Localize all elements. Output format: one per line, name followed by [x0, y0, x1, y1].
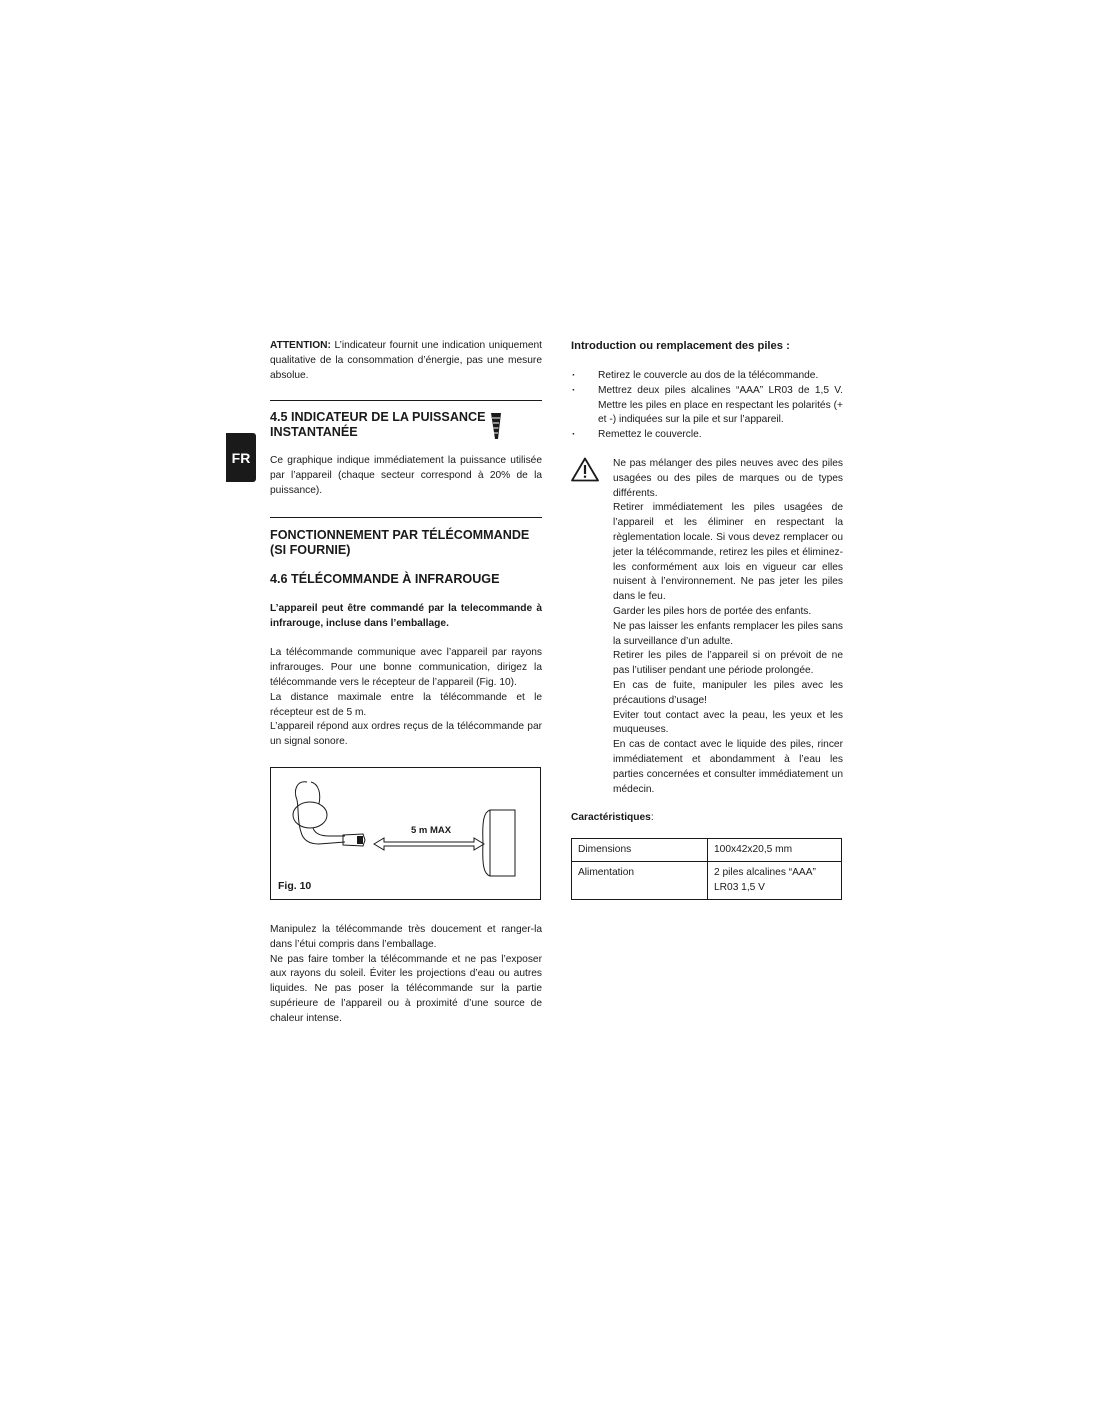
attention-label: ATTENTION:	[270, 340, 331, 351]
divider	[270, 400, 542, 401]
section-4-6-title: 4.6 TÉLÉCOMMANDE À INFRAROUGE	[270, 571, 500, 586]
section-4-6-paragraph-1: La télécommande communique avec l’appareil par rayons infrarouges. Pour une bonne communication, dirigez la télécommande vers le récepteur de l’appareil (Fig. 10).	[270, 647, 542, 688]
left-column	[270, 339, 542, 1027]
battery-section-title: Introduction ou remplacement des piles :	[571, 340, 790, 352]
table-row	[572, 861, 842, 899]
warning-text: En cas de contact avec le liquide des piles, rincer immédiatement et abondamment à l’eau les parties concernées et consulter immédiatement un médecin.	[613, 739, 843, 795]
section-4-5-title-line1: 4.5 INDICATEUR DE LA PUISSANCE	[270, 410, 486, 425]
list-item: · Remettez le couvercle.	[571, 428, 843, 443]
specs-title: Caractéristiques	[571, 812, 651, 824]
figure-caption: Fig. 10	[278, 880, 312, 893]
right-column	[571, 339, 843, 900]
spec-value: 2 piles alcalines “AAA” LR03 1,5 V	[708, 861, 842, 899]
section-4-5-heading	[270, 410, 542, 440]
attention-paragraph	[270, 339, 542, 383]
spec-key: Dimensions	[572, 839, 708, 862]
section-4-5-title-line2: INSTANTANÉE	[270, 425, 358, 440]
list-item: · Retirez le couvercle au dos de la télécommande.	[571, 369, 843, 384]
language-tab: FR	[226, 433, 256, 482]
warning-text: Ne pas laisser les enfants remplacer les piles sans la surveillance d’un adulte.	[613, 620, 843, 647]
spec-key: Alimentation	[572, 861, 708, 899]
figure-10	[270, 767, 541, 900]
remote-title-line2: (SI FOURNIE)	[270, 542, 351, 557]
section-4-6-paragraph-3: L’appareil répond aux ordres reçus de la télécommande par un signal sonore.	[270, 721, 542, 748]
specs-colon: :	[650, 812, 654, 824]
section-4-6-paragraph-2: La distance maximale entre la télécommande et le récepteur est de 5 m.	[270, 691, 542, 718]
warning-text: Ne pas mélanger des piles neuves avec des piles usagées ou des piles de marques ou de types différents.	[613, 457, 843, 499]
divider	[270, 517, 542, 518]
warning-text: En cas de fuite, manipuler les piles avec les précautions d’usage!	[613, 679, 843, 706]
list-item: · Mettrez deux piles alcalines “AAA” LR03 de 1,5 V. Mettre les piles en place en respectant les polarités (+ et -) indiquées sur la pile et sur l’appareil.	[571, 384, 843, 428]
power-bar-icon	[490, 412, 502, 446]
warning-text: Retirer les piles de l’appareil si on prévoit de ne pas l’utiliser pendant une période prolongée.	[613, 650, 843, 677]
warning-text: Retirer immédiatement les piles usagées de l’appareil et les éliminer en respectant la règlementation locale. Si vous devez remplacer ou jeter la télécommande, retirez les piles et éliminez-les conformément aux lois en vigueur car elles nuisent à l’environnement. Ne pas jeter les piles dans le feu.	[613, 502, 843, 603]
battery-warning-block	[571, 457, 843, 797]
care-paragraph-2: Ne pas faire tomber la télécommande et ne pas l’exposer aux rayons du soleil. Éviter les projections d’eau ou autres liquides. Ne pas poser la télécommande sur la partie supérieure de l’appareil ou à proximité d’une source de chaleur intense.	[270, 953, 542, 1024]
spec-value: 100x42x20,5 mm	[708, 839, 842, 862]
section-4-5-text: Ce graphique indique immédiatement la puissance utilisée par l’appareil (chaque secteur correspond à 20% de la puissance).	[270, 455, 542, 496]
specs-heading	[571, 811, 843, 826]
warning-text: Eviter tout contact avec la peau, les yeux et les muqueuses.	[613, 709, 843, 736]
remote-section-title	[270, 528, 542, 558]
warning-triangle-icon	[571, 457, 599, 488]
warning-text: Garder les piles hors de portée des enfants.	[613, 605, 812, 617]
remote-title-line1: FONCTIONNEMENT PAR TÉLÉCOMMANDE	[270, 527, 530, 542]
care-paragraph-1: Manipulez la télécommande très doucement et ranger-la dans l’étui compris dans l’emballage.	[270, 923, 542, 950]
specs-table	[571, 838, 842, 899]
attention-text: L’indicateur fournit une indication uniquement qualitative de la consommation d’énergie, pas une mesure absolue.	[270, 340, 542, 381]
battery-steps-list	[571, 369, 843, 443]
remote-distance-illustration	[271, 768, 540, 899]
section-4-6-bold-intro: L’appareil peut être commandé par la telecommande à infrarouge, incluse dans l’emballage.	[270, 602, 542, 629]
figure-distance-label: 5 m MAX	[411, 824, 452, 836]
table-row	[572, 839, 842, 862]
